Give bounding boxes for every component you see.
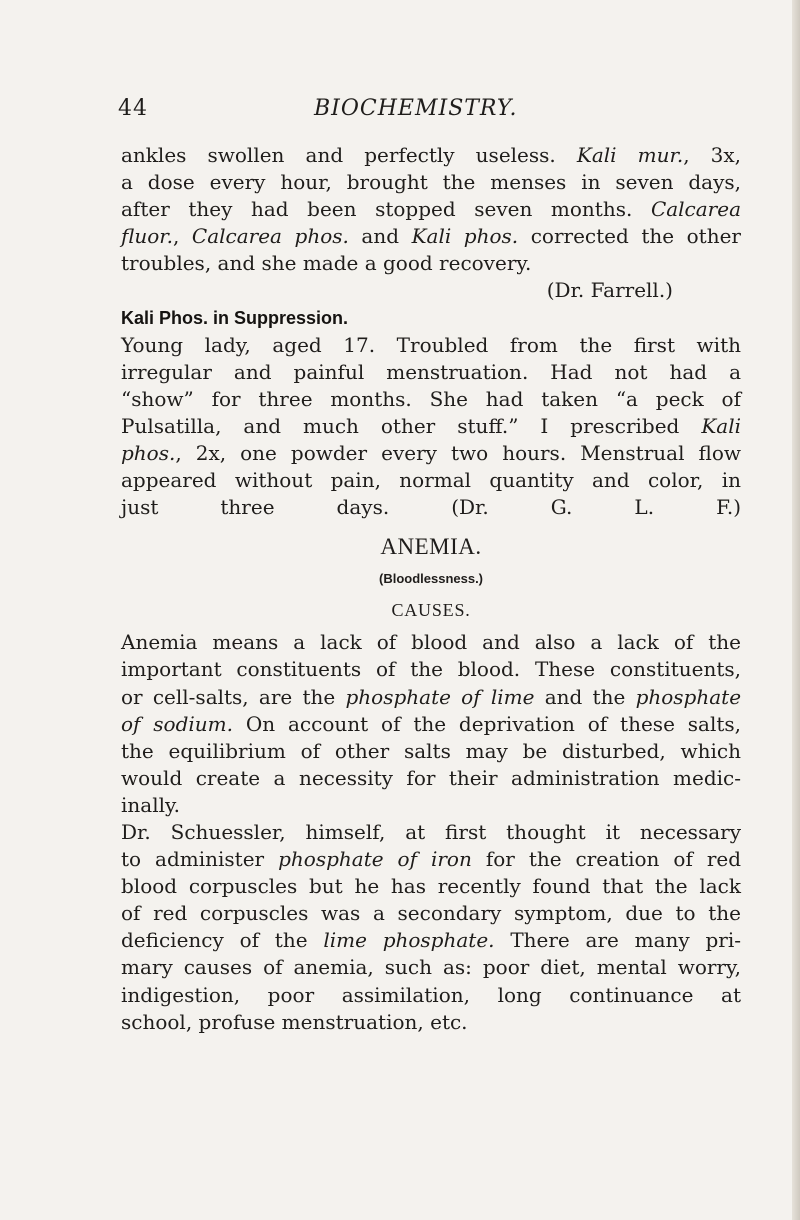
text-line: school, profuse menstruation, etc. bbox=[121, 1009, 468, 1034]
text-line: indigestion, poor assimilation, long continuance at bbox=[121, 982, 741, 1007]
text-line: troubles, and she made a good recovery. bbox=[121, 251, 532, 276]
text-line: appeared without pain, normal quantity and color, in bbox=[121, 468, 741, 493]
text-line: would create a necessity for their administration medic- bbox=[121, 765, 741, 790]
text-line: “show” for three months. She had taken “a peck of bbox=[121, 386, 741, 411]
text-line: Pulsatilla, and much other stuff.” I prescribed Kali bbox=[121, 413, 742, 438]
section-subtitle: (Bloodlessness.) bbox=[378, 571, 484, 587]
text-line: phos., 2x, one powder every two hours. Menstrual flow bbox=[121, 441, 741, 466]
text-line: mary causes of anemia, such as: poor diet, mental worry, bbox=[121, 955, 741, 980]
signature: (Dr. Farrell.) bbox=[546, 278, 673, 303]
text-line: after they had been stopped seven months. Calcarea bbox=[121, 197, 742, 222]
section-title: ANEMIA. bbox=[380, 534, 482, 560]
signature: (Dr. G. L. F.) bbox=[451, 495, 741, 520]
text-line: deficiency of the lime phosphate. There are many pri- bbox=[121, 928, 741, 953]
text-line: Dr. Schuessler, himself, at first thought it necessary bbox=[121, 819, 741, 844]
text-line: of sodium. On account of the deprivation of these salts, bbox=[121, 711, 741, 736]
text-line: important constituents of the blood. These constituents, bbox=[121, 657, 741, 682]
running-head: BIOCHEMISTRY. bbox=[314, 96, 518, 121]
case-heading: Kali Phos. in Suppression. bbox=[121, 307, 349, 328]
text-line: ankles swollen and perfectly useless. Kali mur., 3x, bbox=[121, 143, 741, 167]
text-line: to administer phosphate of iron for the creation of red bbox=[121, 847, 742, 872]
text-line: irregular and painful menstruation. Had not had a bbox=[121, 359, 741, 384]
text-line: inally. bbox=[121, 792, 180, 817]
text-line: Anemia means a lack of blood and also a lack of the bbox=[121, 630, 741, 655]
text-line: the equilibrium of other salts may be disturbed, which bbox=[121, 738, 741, 763]
section-causes: CAUSES. bbox=[391, 600, 471, 621]
text-line: or cell-salts, are the phosphate of lime and the phosphate bbox=[121, 684, 742, 709]
page-edge-shadow bbox=[792, 0, 800, 1220]
page-header bbox=[118, 96, 738, 126]
text-line: blood corpuscles but he has recently found that the lack bbox=[121, 874, 741, 899]
page-number: 44 bbox=[118, 96, 148, 121]
text-line: a dose every hour, brought the menses in seven days, bbox=[121, 170, 741, 195]
text-line: fluor., Calcarea phos. and Kali phos. corrected the other bbox=[121, 224, 741, 249]
text-line: just three days. (Dr. G. L. F.) bbox=[121, 495, 741, 520]
page-text bbox=[121, 142, 741, 1036]
text-line: of red corpuscles was a secondary symptom, due to the bbox=[121, 901, 741, 926]
text-line: Young lady, aged 17. Troubled from the first with bbox=[121, 332, 741, 357]
